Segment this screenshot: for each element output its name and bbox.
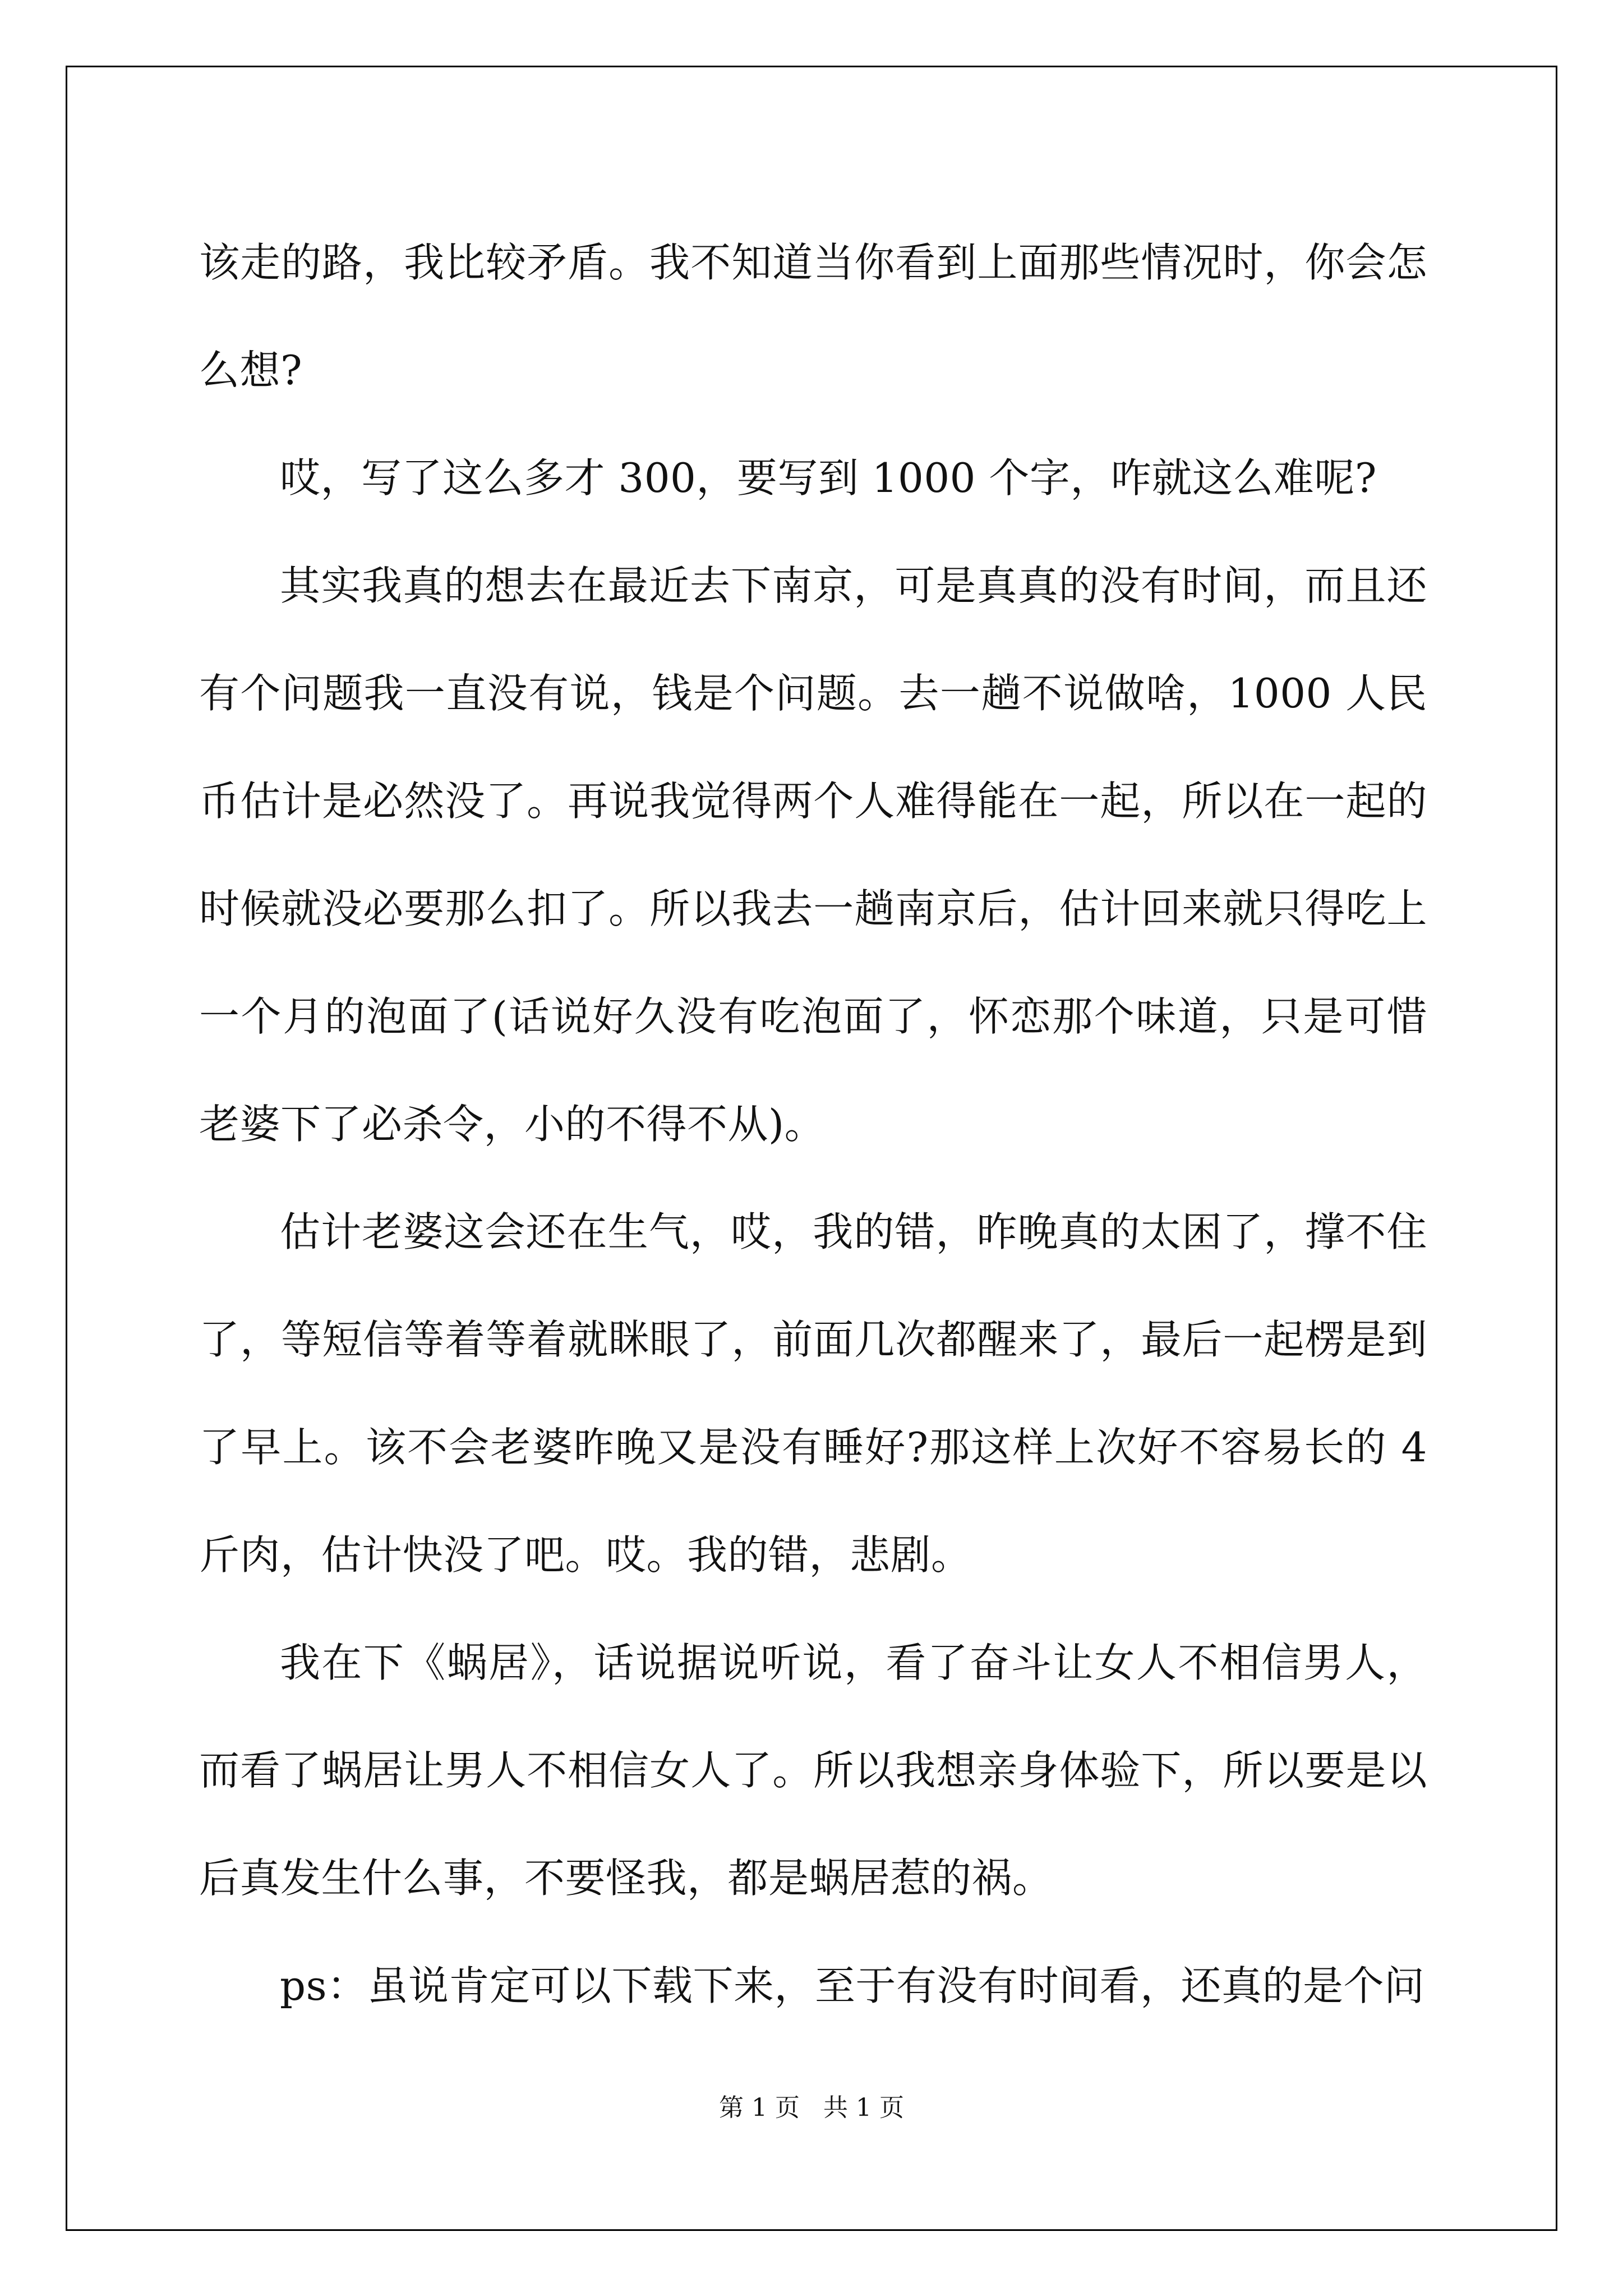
page-footer	[0, 2091, 1623, 2125]
paragraph: 我在下《蜗居》，话说据说听说，看了奋斗让女人不相信男人，而看了蜗居让男人不相信女人了。所以我想亲身体验下，所以要是以后真发生什么事，不要怪我，都是蜗居惹的祸。	[199, 1639, 1427, 1902]
page-number: 第 1 页	[719, 2093, 800, 2122]
paragraph: 其实我真的想去在最近去下南京，可是真真的没有时间，而且还有个问题我一直没有说，钱是个问题。去一趟不说做啥，1000 人民币估计是必然没了。再说我觉得两个人难得能在一起，所以在一起的时候就没必要那么扣了。所以我去一趟南京后，估计回来就只得吃上一个月的泡面了(话说好久没有吃泡面了，怀恋那个味道，只是可惜老婆下了必杀令，小的不得不从)。	[199, 562, 1427, 1148]
paragraph: 哎，写了这么多才 300，要写到 1000 个字，咋就这么难呢?	[280, 454, 1377, 501]
paragraph: ps：虽说肯定可以下载下来，至于有没有时间看，还真的是个问	[280, 1962, 1425, 2009]
paragraph: 估计老婆这会还在生气，哎，我的错，昨晚真的太困了，撑不住了，等短信等着等着就眯眼了，前面几次都醒来了，最后一起楞是到了早上。该不会老婆昨晚又是没有睡好?那这样上次好不容易长的 4 斤肉，估计快没了吧。哎。我的错，悲剧。	[199, 1208, 1427, 1579]
paragraph: 该走的路，我比较矛盾。我不知道当你看到上面那些情况时，你会怎么想?	[199, 239, 1427, 394]
page-total: 共 1 页	[823, 2093, 904, 2122]
document-body	[199, 209, 1427, 2040]
